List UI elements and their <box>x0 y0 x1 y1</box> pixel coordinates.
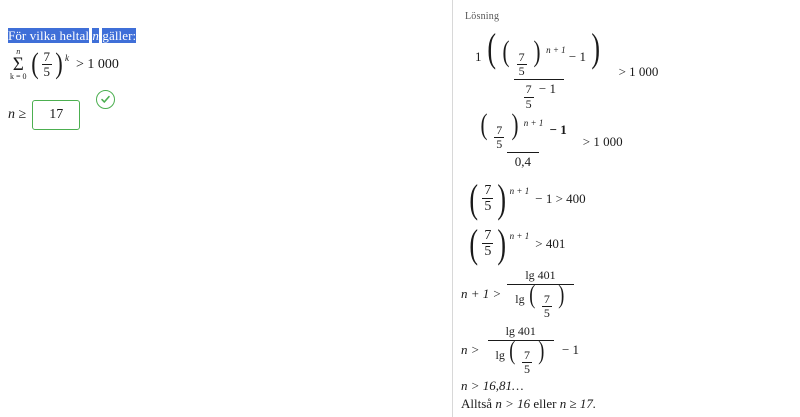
ratio-fraction <box>40 50 55 79</box>
step6-numerator: lg 401 <box>505 324 536 338</box>
solution-step-1 <box>467 25 659 111</box>
step3-ratio <box>482 183 493 215</box>
step5-inner-ratio <box>542 293 552 320</box>
step4-ratio <box>482 228 493 260</box>
sum-expression <box>10 48 119 81</box>
left-paren-icon: ( <box>30 47 39 81</box>
pane-divider <box>452 0 453 417</box>
ratio-numerator: 7 <box>43 49 51 65</box>
conclusion-conjunction: eller <box>533 396 557 411</box>
step6-inner-den: 5 <box>524 362 531 377</box>
step2-relation: > 1 000 <box>582 134 623 150</box>
step4-ratio-num: 7 <box>484 228 492 243</box>
step1-den-tail: − 1 <box>538 81 556 97</box>
ratio-denominator: 5 <box>43 64 51 80</box>
step2-minus-one: − 1 <box>549 122 567 137</box>
step4-relation: > 401 <box>535 235 566 251</box>
step6-inner-ratio <box>522 349 532 376</box>
sum-exponent: k <box>65 52 70 63</box>
step2-exponent: n + 1 <box>523 118 544 128</box>
step3-ratio-den: 5 <box>484 199 492 215</box>
step4-exponent: n + 1 <box>509 230 530 241</box>
step2-right-paren-icon: ) <box>511 108 518 141</box>
step2-fraction <box>471 108 575 171</box>
step1-denominator <box>514 79 564 110</box>
sum-relation: > 1 000 <box>76 56 119 72</box>
step6-fraction <box>488 324 554 376</box>
answer-label: n ≥ <box>8 107 27 122</box>
step1-den-ratio <box>524 83 534 110</box>
question-variable: n <box>92 28 99 43</box>
question-text <box>8 28 136 44</box>
step2-ratio-num: 7 <box>496 123 503 137</box>
step2-denominator: 0,4 <box>507 152 539 170</box>
step1-fraction <box>467 25 611 111</box>
solution-step-5 <box>461 268 574 320</box>
step1-lead-coefficient: 1 <box>475 49 482 64</box>
solution-step-3 <box>467 175 586 221</box>
inner-right-paren-icon: ) <box>533 35 541 68</box>
step1-inner-ratio <box>517 51 527 78</box>
solution-step-2 <box>471 108 623 171</box>
step2-left-paren-icon: ( <box>480 108 488 141</box>
step5-numerator: lg 401 <box>525 268 556 282</box>
conclusion-line <box>461 396 596 412</box>
step5-right-paren-icon: ) <box>558 280 565 309</box>
step1-exponent: n + 1 <box>546 45 566 55</box>
solution-pane <box>455 0 800 417</box>
step1-den-num: 7 <box>525 82 532 97</box>
step6-denominator <box>488 336 554 377</box>
answer-input[interactable]: 17 <box>32 100 80 130</box>
step6-inner-num: 7 <box>524 348 531 362</box>
step4-left-paren-icon: ( <box>469 220 478 266</box>
step1-numerator <box>467 25 611 79</box>
question-text-part1: För vilka heltal <box>8 28 90 43</box>
step6-left-paren-icon: ( <box>509 336 516 365</box>
step1-inner-num: 7 <box>518 50 525 64</box>
step5-inner-num: 7 <box>543 292 550 306</box>
answer-row <box>8 100 80 130</box>
outer-left-paren-icon: ( <box>487 25 496 70</box>
step1-minus-one: − 1 <box>568 49 586 64</box>
sum-term <box>30 47 70 81</box>
conclusion-first-form: n > 16 <box>495 396 531 411</box>
solution-title: Lösning <box>465 11 500 22</box>
step5-lg-label: lg <box>515 292 525 306</box>
sum-lower-limit: k = 0 <box>10 72 27 82</box>
solution-step-4 <box>467 220 566 266</box>
step4-ratio-den: 5 <box>484 244 492 260</box>
step3-relation: − 1 > 400 <box>535 190 586 206</box>
step5-denominator <box>507 280 573 321</box>
step3-left-paren-icon: ( <box>469 175 478 221</box>
step2-ratio <box>494 124 504 151</box>
right-paren-icon: ) <box>55 47 63 81</box>
step4-right-paren-icon: ) <box>497 220 507 266</box>
step5-left-paren-icon: ( <box>529 280 536 309</box>
conclusion-prefix: Alltså <box>461 396 493 411</box>
step6-tail: − 1 <box>561 342 580 358</box>
conclusion-second-form: n ≥ 17. <box>559 396 597 411</box>
step3-right-paren-icon: ) <box>497 175 507 221</box>
sigma-icon: Σ <box>12 54 24 75</box>
solution-step-6 <box>461 324 579 376</box>
step2-ratio-den: 5 <box>496 137 503 152</box>
step2-numerator <box>471 108 575 152</box>
step5-inner-den: 5 <box>543 306 550 321</box>
outer-right-paren-icon: ) <box>591 25 601 70</box>
summation-operator <box>10 48 27 81</box>
step1-den-den: 5 <box>525 96 532 111</box>
step1-inner-den: 5 <box>518 64 525 79</box>
step5-lhs: n + 1 > <box>461 286 502 302</box>
sum-upper-limit: n <box>16 47 21 56</box>
step6-lg-label: lg <box>495 348 505 362</box>
step1-relation: > 1 000 <box>618 64 659 80</box>
step3-ratio-num: 7 <box>484 183 492 198</box>
step6-lhs: n > <box>461 342 480 358</box>
question-text-part2: gäller: <box>102 28 137 43</box>
inner-left-paren-icon: ( <box>502 35 510 68</box>
check-icon <box>96 90 115 109</box>
step5-fraction <box>507 268 573 320</box>
final-inequality: n > 16,81… <box>461 378 524 393</box>
step6-right-paren-icon: ) <box>538 336 545 365</box>
step3-exponent: n + 1 <box>509 185 530 196</box>
